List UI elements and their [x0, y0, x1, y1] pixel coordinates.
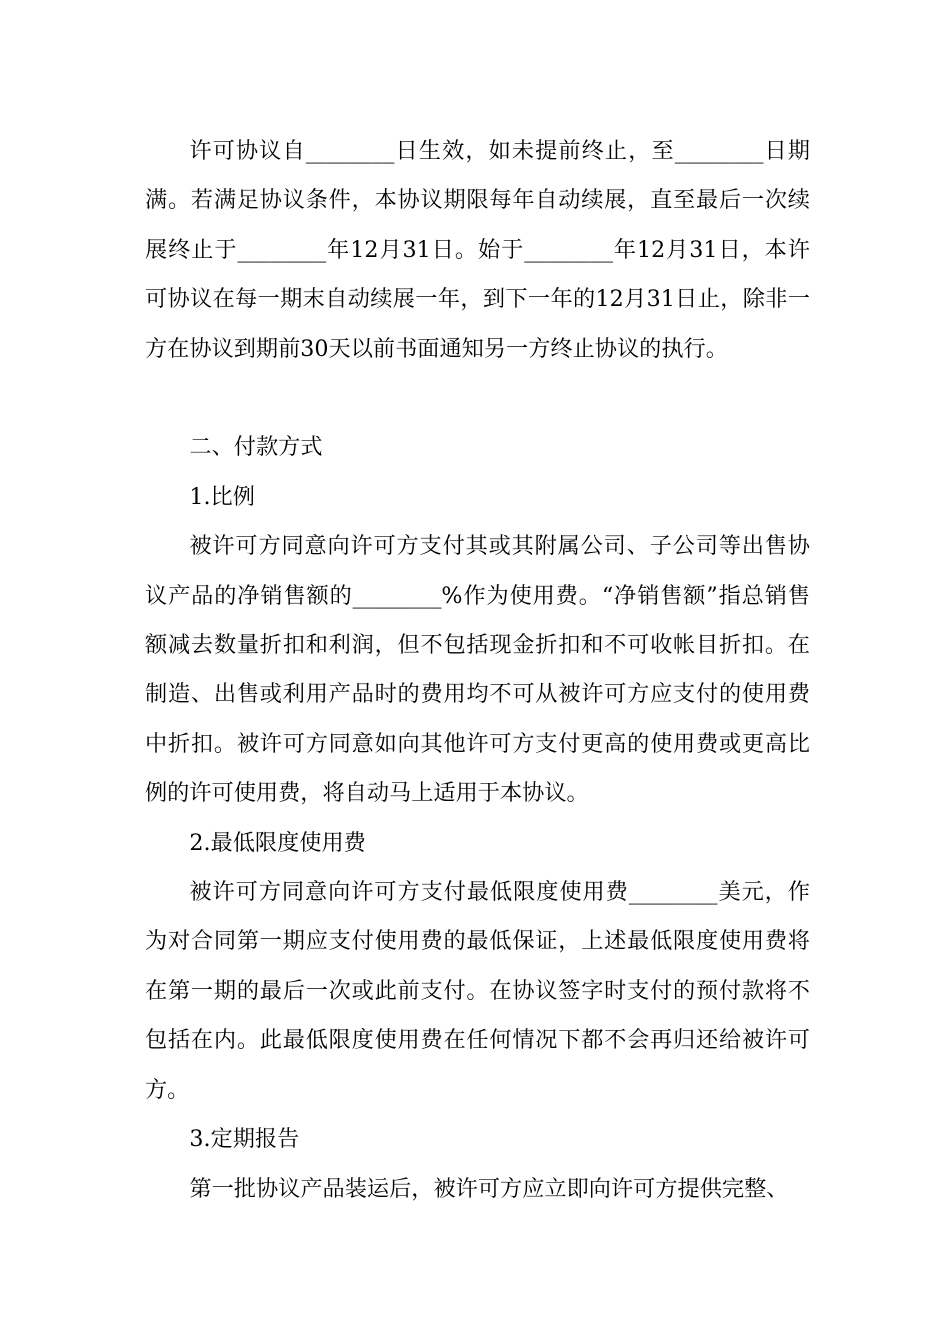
paragraph-spacer: [145, 374, 810, 423]
document-body: [145, 127, 810, 1214]
ratio-paragraph: 被许可方同意向许可方支付其或其附属公司、子公司等出售协议产品的净销售额的________%作为使用费。“净销售额”指总销售额减去数量折扣和利润，但不包括现金折扣和不可收帐目折扣。在制造、出售或利用产品时的费用均不可从被许可方应支付的使用费中折扣。被许可方同意如向其他许可方支付更高的使用费或更高比例的许可使用费，将自动马上适用于本协议。: [145, 533, 810, 807]
minimum-fee-paragraph: 被许可方同意向许可方支付最低限度使用费________美元，作为对合同第一期应支付使用费的最低保证，上述最低限度使用费将在第一期的最后一次或此前支付。在协议签字时支付的预付款将不包括在内。此最低限度使用费在任何情况下都不会再归还给被许可方。: [145, 879, 810, 1103]
section-heading-payment: 二、付款方式: [189, 434, 323, 461]
term-paragraph: 许可协议自________日生效，如未提前终止，至________日期满。若满足协议条件，本协议期限每年自动续展，直至最后一次续展终止于________年12月31日。始于________年12月31日，本许可协议在每一期末自动续展一年，到下一年的12月31日止，除非一方在协议到期前30天以前书面通知另一方终止协议的执行。: [145, 138, 810, 362]
periodic-report-paragraph: 第一批协议产品装运后，被许可方应立即向许可方提供完整、: [189, 1175, 789, 1202]
subheading-minimum-fee: 2.最低限度使用费: [189, 829, 366, 856]
subheading-ratio: 1.比例: [189, 483, 255, 510]
subheading-periodic-report: 3.定期报告: [189, 1126, 300, 1153]
